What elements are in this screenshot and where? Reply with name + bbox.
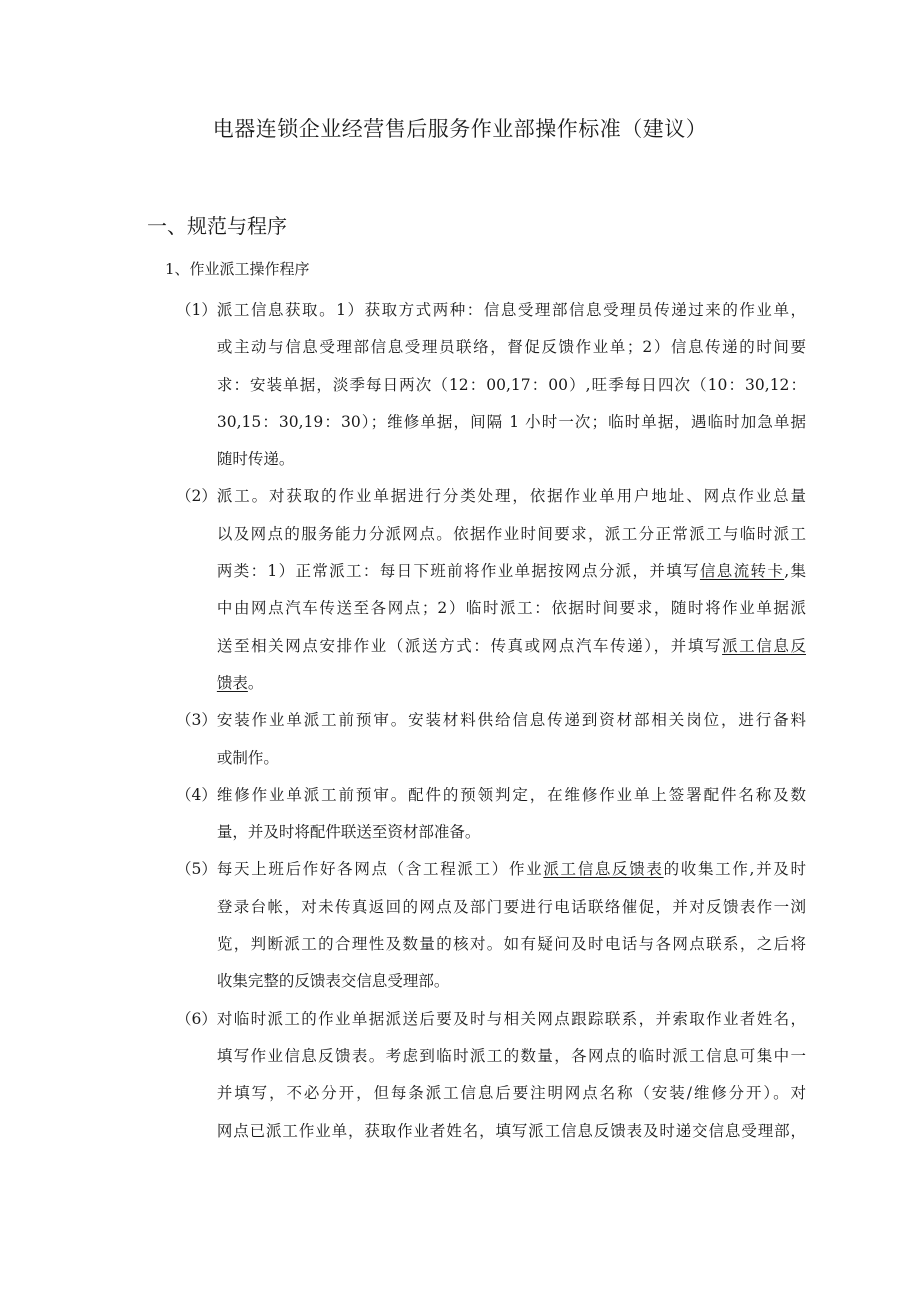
item-text	[217, 777, 806, 852]
text-segment: ,集	[784, 562, 806, 581]
text-line	[217, 441, 806, 478]
text-segment: 填写作业信息反馈表。考虑到临时派工的数量，各网点的临时派工信息可集中一	[216, 1046, 806, 1065]
section-heading: 一、规范与程序	[147, 214, 287, 238]
underlined-form-name: 派工信息反馈表	[543, 860, 664, 879]
text-segment: 每天上班后作好各网点（含工程派工）作业	[216, 860, 544, 879]
item-number: （2）	[176, 487, 217, 506]
subsection-heading: 1、作业派工操作程序	[165, 260, 310, 278]
text-segment: 登录台帐，对未传真返回的网点及部门要进行电话联络催促，并对反馈表作一浏	[216, 897, 806, 916]
text-line	[217, 702, 806, 739]
underlined-form-name: 信息流转卡	[699, 562, 785, 581]
text-segment: 或主动与信息受理部信息受理员联络，督促反馈作业单；2）信息传递的时间要	[216, 338, 806, 357]
text-line	[217, 814, 806, 851]
text-segment: 安装作业单派工前预审。安装材料供给信息传递到资材部相关岗位，进行备料	[216, 711, 806, 730]
document-title: 电器连锁企业经营售后服务作业部操作标准（建议）	[212, 117, 708, 141]
text-segment: 求：安装单据，淡季每日两次（12：00,17：00）,旺季每日四次（10：30,12：	[216, 375, 806, 394]
text-line	[217, 1113, 806, 1150]
text-line	[217, 628, 806, 665]
text-segment: 览，判断派工的合理性及数量的核对。如有疑问及时电话与各网点联系，之后将	[216, 935, 806, 954]
procedure-item	[176, 478, 806, 702]
text-line	[217, 590, 806, 627]
text-line	[217, 851, 806, 888]
item-text	[217, 702, 806, 777]
text-segment: 网点已派工作业单，获取作业者姓名，填写派工信息反馈表及时递交信息受理部，	[216, 1121, 806, 1140]
procedure-item	[176, 292, 806, 478]
item-number: （3）	[176, 711, 217, 730]
text-segment: 以及网点的服务能力分派网点。依据作业时间要求，派工分正常派工与临时派工	[216, 524, 806, 543]
text-line	[217, 889, 806, 926]
text-line	[217, 516, 806, 553]
text-segment: 派工。对获取的作业单据进行分类处理，依据作业单用户地址、网点作业总量	[216, 487, 806, 506]
underlined-form-name: 馈表	[216, 673, 248, 692]
text-segment: 并填写，不必分开，但每条派工信息后要注明网点名称（安装/维修分开）。对	[216, 1084, 806, 1103]
text-segment: 对临时派工的作业单据派送后要及时与相关网点跟踪联系，并索取作业者姓名，	[216, 1009, 806, 1028]
text-line	[217, 1075, 806, 1112]
text-line	[217, 1038, 806, 1075]
text-segment: 维修作业单派工前预审。配件的预领判定，在维修作业单上签署配件名称及数	[216, 785, 806, 804]
text-line	[217, 329, 806, 366]
item-number: （5）	[176, 860, 217, 879]
text-segment: 两类：1）正常派工：每日下班前将作业单据按网点分派，并填写	[216, 562, 700, 581]
item-text	[217, 1001, 806, 1150]
item-text	[217, 292, 806, 478]
text-segment: 送至相关网点安排作业（派送方式：传真或网点汽车传递），并填写	[216, 636, 723, 655]
item-number: （1）	[176, 301, 217, 319]
item-text	[217, 851, 806, 1000]
text-line	[217, 963, 806, 1000]
underlined-form-name: 派工信息反	[722, 636, 806, 655]
text-segment: 30,15：30,19：30）；维修单据，间隔 1 小时一次；临时单据，遇临时加急单据	[216, 412, 806, 431]
text-line	[217, 292, 806, 329]
text-segment: 中由网点汽车传送至各网点；2）临时派工：依据时间要求，随时将作业单据派	[216, 599, 806, 618]
item-text	[217, 478, 806, 702]
procedure-item	[176, 1001, 806, 1150]
text-line	[217, 553, 806, 590]
procedure-item	[176, 777, 806, 852]
procedure-item	[176, 851, 806, 1000]
text-line	[217, 926, 806, 963]
text-segment: 量，并及时将配件联送至资材部准备。	[216, 823, 481, 842]
procedure-item	[176, 702, 806, 777]
text-segment: 收集完整的反馈表交信息受理部。	[216, 972, 450, 991]
text-line	[217, 478, 806, 515]
item-number: （6）	[176, 1009, 217, 1028]
text-segment: 派工信息获取。1）获取方式两种：信息受理部信息受理员传递过来的作业单，	[216, 301, 806, 319]
text-line	[217, 740, 806, 777]
text-line	[217, 404, 806, 441]
text-segment: 。	[247, 673, 264, 692]
procedure-list	[176, 292, 806, 1150]
text-segment: 的收集工作,并及时	[663, 860, 806, 879]
text-segment: 或制作。	[216, 748, 279, 767]
text-line	[217, 777, 806, 814]
text-line	[217, 367, 806, 404]
text-line	[217, 665, 806, 702]
text-segment: 随时传递。	[216, 450, 295, 469]
text-line	[217, 1001, 806, 1038]
item-number: （4）	[176, 785, 217, 804]
